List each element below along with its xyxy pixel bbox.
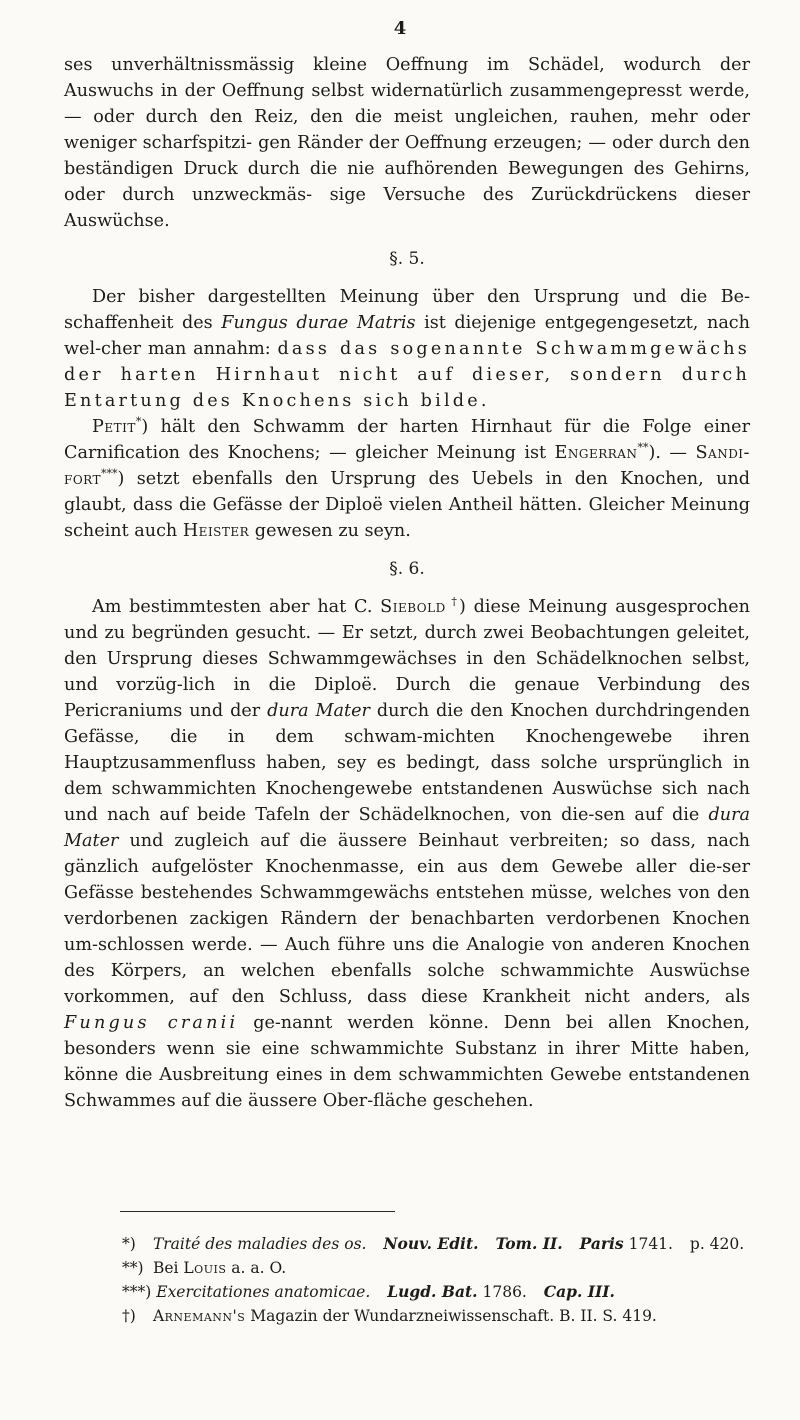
author-name: Siebold	[380, 597, 446, 617]
text-run: ist diejenige entgegengesetzt, nach wel-	[64, 313, 750, 359]
author-name: Sandi-fort	[64, 443, 750, 489]
text-run: ) setzt ebenfalls den Ursprung des Uebels in den Knochen, und glaubt, dass die Gefässe der Diploë vielen Antheil hätten. Gleicher Meinung scheint auch	[64, 469, 750, 541]
text-run: gewesen zu seyn.	[249, 521, 411, 541]
text-line: in der Oeffnung selbst widernatürlich zusammengepresst werde, — oder durch	[64, 81, 750, 127]
page-number: 4	[393, 18, 407, 39]
author-name: Petit	[92, 417, 136, 437]
text-run: Der bisher dargestellten Meinung über den Ursprung und die Be-	[92, 287, 750, 307]
footnote-title: Exercitationes anatomicae.	[156, 1283, 371, 1301]
footnote-page: p. 420.	[689, 1235, 745, 1253]
section-heading-6: §. 6.	[389, 559, 425, 579]
text-run: cher man annahm:	[101, 339, 278, 359]
italic-term: Fungus cranii	[64, 1013, 239, 1033]
text-run: a. a. O.	[226, 1259, 287, 1277]
footnote-chapter: Cap. III.	[543, 1282, 615, 1301]
author-name: Louis	[183, 1259, 227, 1277]
text-line: durch die nie aufhörenden Bewegungen des Gehirns, oder durch unzweckmäs-	[64, 159, 751, 205]
italic-term: dura Mater	[267, 701, 370, 721]
text-run: ). —	[648, 443, 696, 463]
footnote-3	[122, 1280, 762, 1304]
paragraph-continuation	[64, 52, 750, 234]
author-name: Heister	[182, 521, 250, 541]
italic-term: Fungus durae Matris	[221, 313, 416, 333]
footnote-place: Lugd. Bat.	[387, 1282, 478, 1301]
text-run: ) hält den Schwamm der harten Hirnhaut für die Folge einer Carnification des Knochens; — gleicher Meinung ist	[64, 417, 750, 463]
text-run: Am bestimmtesten aber hat C.	[92, 597, 381, 617]
text-run: schaffenheit des	[64, 313, 222, 333]
footnote-year: 1741.	[628, 1235, 673, 1253]
footnote-mark: †)	[122, 1307, 136, 1325]
section-5-paragraph	[64, 284, 750, 414]
body-text	[64, 52, 750, 1114]
footnotes	[122, 1232, 762, 1328]
text-run: ) diese Meinung ausgesprochen und zu begründen gesucht. — Er setzt, durch zwei Beobachtungen geleitet, den Ursprung dieses Schwammgewächses in den Schädelknochen selbst, und vorzüg-lich in die Diploë. Durch die genaue Verbindung des Pericraniums und der	[64, 597, 750, 721]
footnote-edition: Nouv. Edit.	[383, 1234, 479, 1253]
text-line: ses unverhältnissmässig kleine Oeffnung im Schädel, wodurch der Auswuchs	[64, 55, 750, 101]
text-line: gen Ränder der Oeffnung erzeugen; — oder durch den beständigen Druck	[64, 133, 751, 179]
text-line: den Reiz, den die meist ungleichen, rauhen, mehr oder weniger scharfspitzi-	[64, 107, 750, 153]
emphasized-thesis: dass das sogenannte Schwammgewächs der harten Hirnhaut nicht auf dieser, sondern durch Entartung des Knochens sich bilde.	[64, 339, 750, 411]
text-run: durch die den Knochen durchdringenden Gefässe, die in dem schwam-michten Knochengewebe ihren Hauptzusammenfluss haben, sey es bedingt, dass solche ursprünglich in dem schwammichten Knochengewebe entstandenen Auswüchse sich nach und nach auf beide Tafeln der Schädelknochen, von die-sen auf die	[64, 701, 750, 825]
author-name: Engerran	[554, 443, 638, 463]
footnote-1	[122, 1232, 762, 1256]
footnote-volume: Tom. II.	[495, 1234, 563, 1253]
text-line: sige Versuche des Zurückdrückens dieser Auswüchse.	[64, 185, 750, 231]
footnote-year: 1786.	[482, 1283, 527, 1301]
text-run: ge-nannt werden könne. Denn bei allen Knochen, besonders wenn sie eine schwammichte Substanz in ihrer Mitte haben, könne die Ausbreitung eines in dem schwammichten Gewebe entstandenen Schwammes auf die äussere Ober-fläche geschehen.	[64, 1013, 750, 1111]
section-5-paragraph-2	[64, 414, 750, 544]
footnote-mark: ***)	[122, 1283, 152, 1301]
footnote-divider	[120, 1211, 395, 1212]
footnote-ref: †	[445, 595, 460, 609]
footnote-place: Paris	[579, 1234, 624, 1253]
section-6-paragraph	[64, 594, 750, 1114]
footnote-title: Traité des maladies des os.	[152, 1235, 367, 1253]
author-name: Arnemann's	[152, 1307, 246, 1325]
text-run: Magazin der Wundarzneiwissenschaft. B. II. S. 419.	[245, 1307, 657, 1325]
section-heading-5: §. 5.	[389, 249, 425, 269]
text-run: Bei	[152, 1259, 184, 1277]
footnote-ref: **	[637, 441, 649, 455]
italic-term: dura Mater	[64, 805, 750, 851]
footnote-2	[122, 1256, 762, 1280]
footnote-mark: **)	[122, 1259, 144, 1277]
footnote-ref: *	[135, 415, 142, 429]
text-run: und zugleich auf die äussere Beinhaut verbreiten; so dass, nach gänzlich aufgelöster Knochenmasse, ein aus dem Gewebe aller die-ser Gefässe bestehendes Schwammgewächs entstehen müsse, welches von den verdorbenen zackigen Rändern der benachbarten verdorbenen Knochen um-schlossen werde. — Auch führe uns die Analogie von anderen Knochen des Körpers, an welchen ebenfalls solche schwammichte Auswüchse vorkommen, auf den Schluss, dass diese Krankheit nicht anders, als	[64, 831, 750, 1007]
footnote-ref: ***	[101, 467, 118, 481]
footnote-mark: *)	[122, 1235, 136, 1253]
footnote-4	[122, 1304, 762, 1328]
